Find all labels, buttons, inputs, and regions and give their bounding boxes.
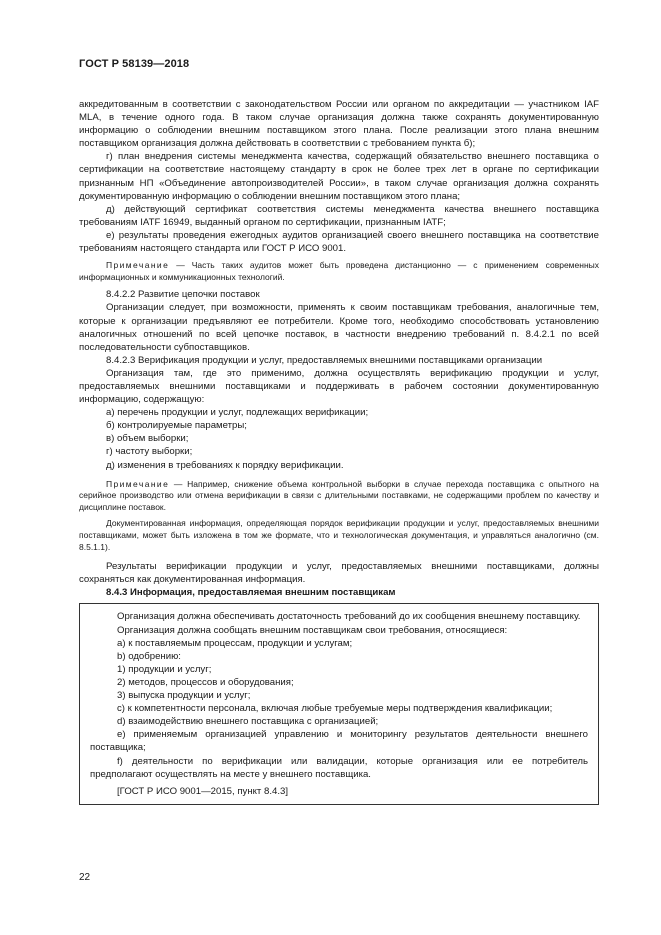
box-list-item: с) к компетентности персонала, включая любые требуемые меры подтверждения квалификации; — [117, 703, 553, 715]
box-list-item: а) к поставляемым процессам, продукции и услугам; — [117, 637, 353, 649]
list-item-e: е) результаты проведения ежегодных аудитов организацией своего внешнего поставщика на соответствие требованиям настоящего стандарта или ГОСТ Р ИСО 9001. — [79, 229, 599, 255]
page-body — [79, 98, 599, 805]
box-list-item: 2) методов, процессов и оборудования; — [117, 676, 294, 688]
section-title-843: 8.4.3 Информация, предоставляемая внешним поставщикам — [106, 587, 396, 599]
note-2 — [79, 479, 599, 514]
quoted-requirement-box — [79, 603, 599, 804]
box-paragraph: Организация должна обеспечивать достаточность требований до их сообщения внешнему поставщику. — [117, 611, 581, 623]
list-item: а) перечень продукции и услуг, подлежащих верификации; — [106, 407, 369, 419]
list-item-g: г) план внедрения системы менеджмента качества, содержащий обязательство внешнего поставщика о сертификации на соответствие настоящему стандарту в срок не более трех лет в органе по сертификации признанным НП «Объединение автопроизводителей России», в таком случае организация должна сохранять документированную информацию о соблюдении внешним поставщиком этого плана; — [79, 151, 599, 202]
list-item: д) изменения в требованиях к порядку верификации. — [106, 459, 344, 471]
paragraph-continuation: аккредитованным в соответствии с законодательством России или органом по аккредитации — участником IAF MLA, в течение одного года. В таком случае организация должна также сохранять документированную информацию о соблюдении внешним поставщиком этого плана. После реализации этого плана внешним поставщиком организация должна действовать в соответствии с требованием пункта б); — [79, 99, 599, 150]
section-text-8422: Организации следует, при возможности, применять к своим поставщикам требования, аналогичные тем, которые к организации предъявляют ее потребители. Кроме того, необходимо способствовать установлению аналогичных отношений по всей цепочке поставок, в частности внедрению требований п. 8.4.2.1 по всей последовательности субпоставщиков. — [79, 302, 599, 353]
list-item-d: д) действующий сертификат соответствия системы менеджмента качества внешнего поставщика требованиям IATF 16949, выданный органом по сертификации, признанным IATF; — [79, 203, 599, 228]
box-list-item: f) деятельности по верификации или валидации, которые организация или ее потребитель предполагают осуществлять на месте у внешнего поставщика. — [90, 755, 588, 780]
box-list-item: е) применяемым организацией управлению и мониторингу результатов деятельности внешнего поставщика; — [90, 729, 588, 754]
note-text: — Например, снижение объема контрольной выборки в случае перехода поставщика с опытного на серийное производство или отмена верификации в связи с длительными поставками, не содержащими проблем по качеству и дисциплине поставок. — [79, 478, 599, 512]
list-item: г) частоту выборки; — [106, 446, 193, 458]
results-paragraph: Результаты верификации продукции и услуг, предоставляемых внешними поставщиками, должны сохраняться как документированная информация. — [79, 561, 599, 586]
box-reference: [ГОСТ Р ИСО 9001—2015, пункт 8.4.3] — [117, 785, 288, 797]
box-paragraph: Организация должна сообщать внешним поставщикам свои требования, относящиеся: — [117, 624, 508, 636]
document-number: ГОСТ Р 58139—2018 — [79, 58, 190, 70]
page-number: 22 — [79, 872, 91, 883]
section-title-8422: 8.4.2.2 Развитие цепочки поставок — [106, 289, 260, 301]
list-item: б) контролируемые параметры; — [106, 420, 247, 432]
note-label: Примечание — [106, 478, 170, 489]
list-item: в) объем выборки; — [106, 433, 189, 445]
note-text: — Часть таких аудитов может быть проведена дистанционно — с применением современных информационных и коммуникационных технологий. — [79, 260, 599, 282]
note-3: Документированная информация, определяющая порядок верификации продукции и услуг, предоставляемых внешними поставщиками, может быть изложена в том же формате, что и технологическая документация, и управляться аналогично (см. 8.5.1.1). — [79, 518, 599, 552]
box-list-item: 3) выпуска продукции и услуг; — [117, 690, 251, 702]
section-title-8423: 8.4.2.3 Верификация продукции и услуг, предоставляемых внешними поставщиками организации — [106, 354, 543, 366]
note-label: Примечание — [106, 260, 170, 271]
section-text-8423: Организация там, где это применимо, должна осуществлять верификацию продукции и услуг, предоставляемых внешними поставщиками и поддерживать в рабочем состоянии документированную информацию, содержащую: — [79, 367, 599, 406]
box-list-item: 1) продукции и услуг; — [117, 663, 212, 675]
box-list-item: d) взаимодействию внешнего поставщика с организацией; — [117, 716, 379, 728]
note-1 — [79, 260, 599, 283]
box-list-item: b) одобрению: — [117, 650, 181, 662]
